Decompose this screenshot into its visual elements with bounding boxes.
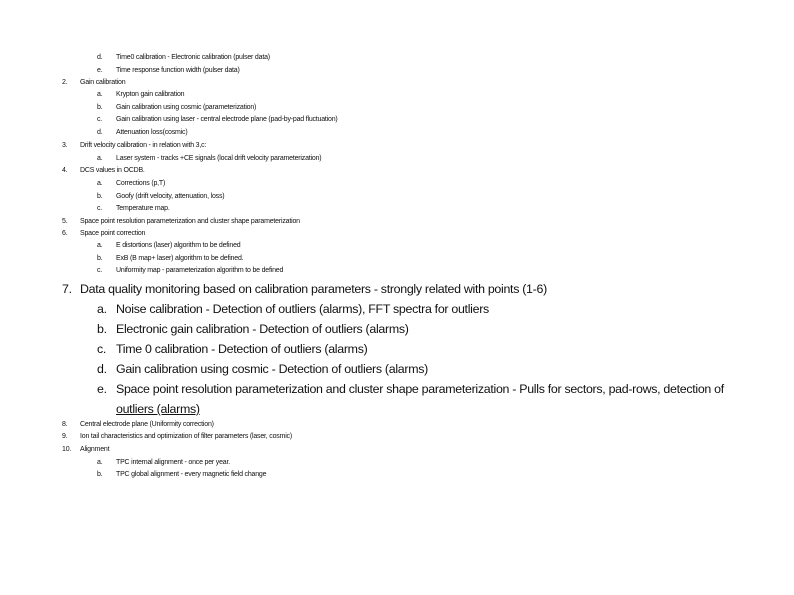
list-marker: d. bbox=[97, 54, 103, 61]
list-marker: 5. bbox=[62, 218, 68, 225]
list-marker: c. bbox=[97, 116, 103, 123]
list-marker: b. bbox=[97, 471, 103, 478]
list-text: Space point resolution parameterization and cluster shape parameterization bbox=[80, 218, 300, 225]
list-text: TPC internal alignment - once per year. bbox=[116, 459, 230, 466]
list-text: Central electrode plane (Uniformity correction) bbox=[80, 421, 214, 428]
list-marker: b. bbox=[97, 104, 103, 111]
list-text: Electronic gain calibration - Detection of outliers (alarms) bbox=[116, 322, 409, 336]
list-marker: a. bbox=[97, 155, 103, 162]
list-marker: d. bbox=[97, 362, 107, 376]
list-marker: d. bbox=[97, 129, 103, 136]
list-text: Temperature map. bbox=[116, 205, 170, 212]
list-marker: 9. bbox=[62, 433, 68, 440]
list-text: Time0 calibration - Electronic calibration (pulser data) bbox=[116, 54, 270, 61]
list-marker: 4. bbox=[62, 167, 68, 174]
list-marker: e. bbox=[97, 67, 103, 74]
list-marker: c. bbox=[97, 205, 103, 212]
list-text: Gain calibration using laser - central electrode plane (pad-by-pad fluctuation) bbox=[116, 116, 338, 123]
list-text: E distortions (laser) algorithm to be defined bbox=[116, 242, 241, 249]
list-text: Goofy (drift velocity, attenuation, loss) bbox=[116, 193, 225, 200]
list-marker: 10. bbox=[62, 446, 72, 453]
list-text: Ion tail characteristics and optimization of filter parameters (laser, cosmic) bbox=[80, 433, 292, 440]
list-text: ExB (B map+ laser) algorithm to be defined. bbox=[116, 255, 244, 262]
list-text: Laser system - tracks +CE signals (local drift velocity parameterization) bbox=[116, 155, 322, 162]
list-text: Space point correction bbox=[80, 230, 146, 237]
list-text: Attenuation loss(cosmic) bbox=[116, 129, 188, 136]
list-text: Krypton gain calibration bbox=[116, 91, 185, 98]
list-marker: c. bbox=[97, 267, 103, 274]
list-text: Data quality monitoring based on calibration parameters - strongly related with points (1-6) bbox=[80, 282, 547, 296]
list-text: Uniformity map - parameterization algorithm to be defined bbox=[116, 267, 284, 274]
list-text: DCS values in OCDB. bbox=[80, 167, 145, 174]
list-marker: 6. bbox=[62, 230, 68, 237]
list-marker: c. bbox=[97, 342, 107, 356]
list-text: Gain calibration using cosmic - Detection of outliers (alarms) bbox=[116, 362, 428, 376]
list-marker: a. bbox=[97, 180, 103, 187]
list-marker: 7. bbox=[62, 282, 72, 296]
list-marker: 8. bbox=[62, 421, 68, 428]
list-text: Corrections (p,T) bbox=[116, 180, 166, 187]
list-marker: e. bbox=[97, 382, 107, 396]
list-marker: a. bbox=[97, 242, 103, 249]
list-text: Noise calibration - Detection of outliers (alarms), FFT spectra for outliers bbox=[116, 302, 489, 316]
list-marker: b. bbox=[97, 193, 103, 200]
list-text: Gain calibration bbox=[80, 79, 126, 86]
list-text: TPC global alignment - every magnetic field change bbox=[116, 471, 267, 478]
list-marker: 3. bbox=[62, 142, 68, 149]
list-marker: 2. bbox=[62, 79, 68, 86]
list-marker: a. bbox=[97, 459, 103, 466]
list-marker: b. bbox=[97, 255, 103, 262]
list-text: Time response function width (pulser data) bbox=[116, 67, 240, 74]
list-text: Space point resolution parameterization and cluster shape parameterization - Pulls for sectors, pad-rows, detection of bbox=[116, 382, 724, 396]
list-text: Alignment bbox=[80, 446, 110, 453]
list-marker: a. bbox=[97, 91, 103, 98]
list-text: Gain calibration using cosmic (parameterization) bbox=[116, 104, 257, 111]
list-text: Drift velocity calibration - in relation with 3,c: bbox=[80, 142, 207, 149]
list-marker: b. bbox=[97, 322, 107, 336]
list-marker: a. bbox=[97, 302, 107, 316]
list-text: outliers (alarms) bbox=[116, 402, 200, 416]
list-text: Time 0 calibration - Detection of outliers (alarms) bbox=[116, 342, 368, 356]
